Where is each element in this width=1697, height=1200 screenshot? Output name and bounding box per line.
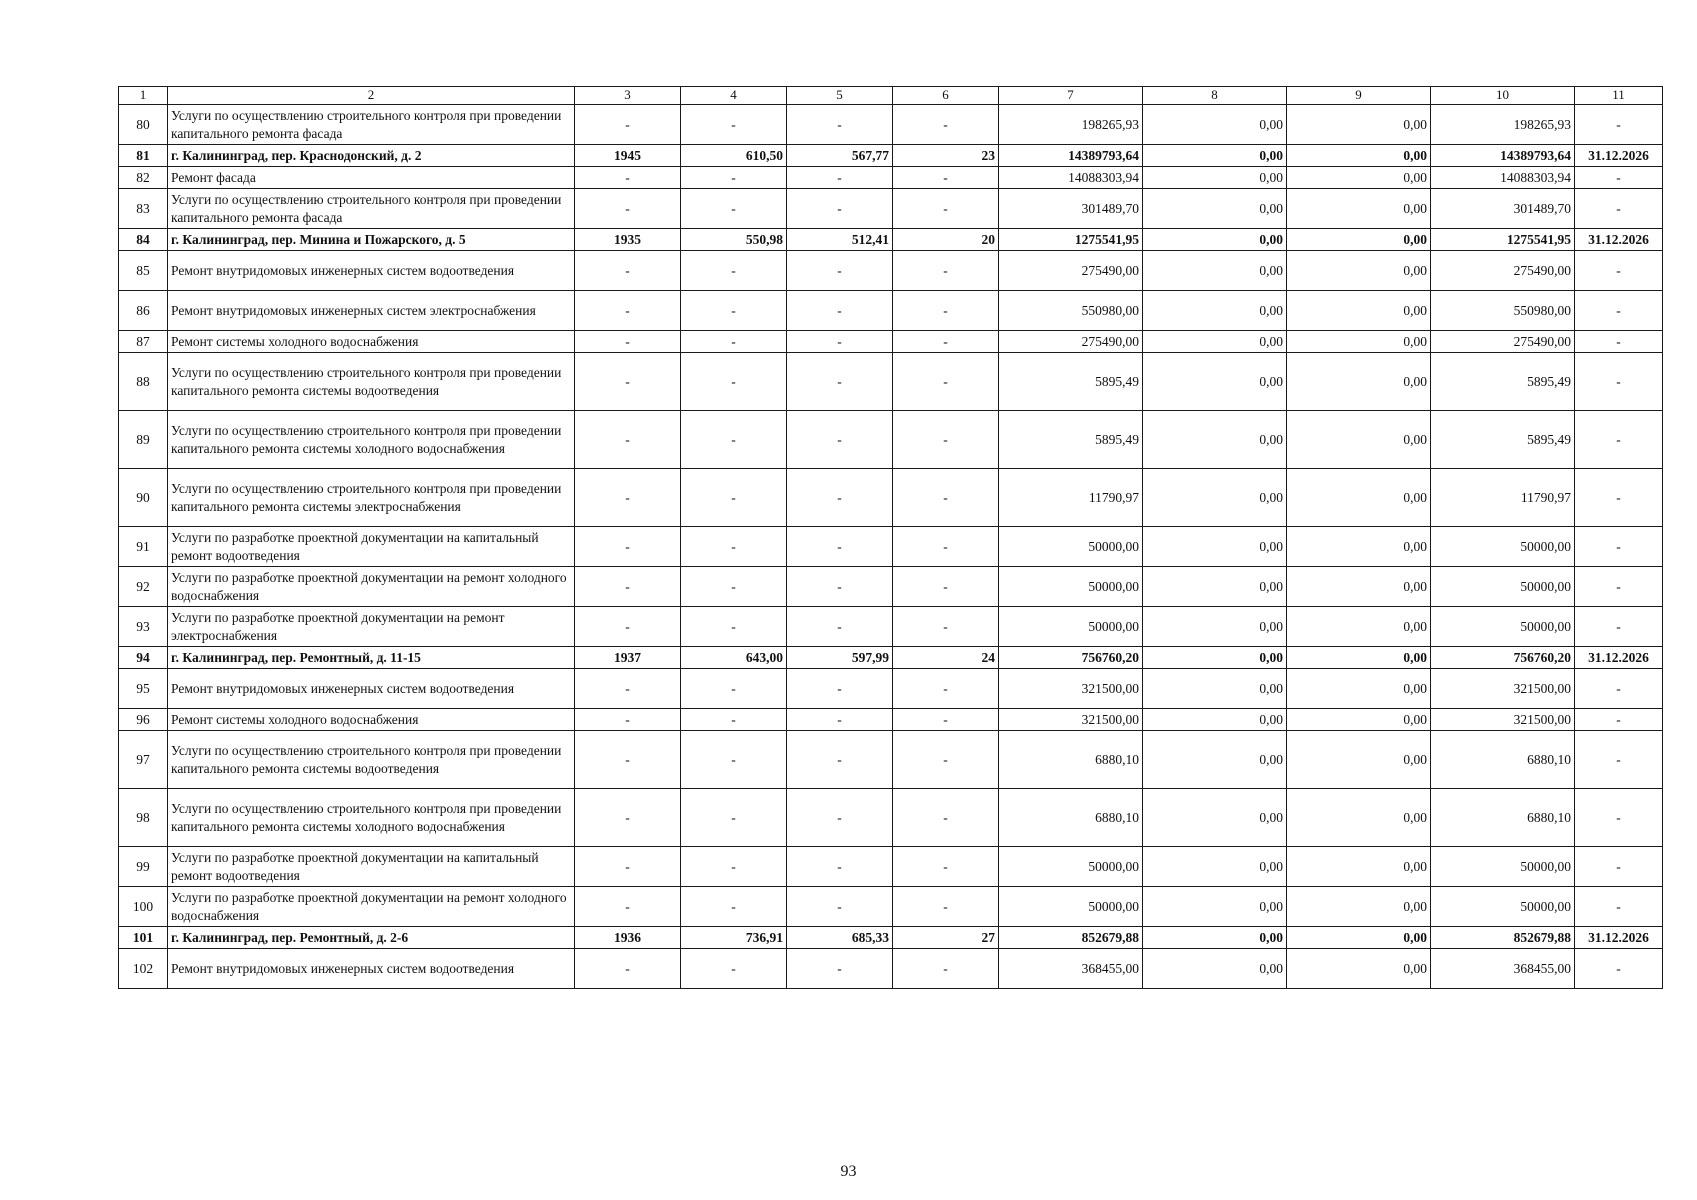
cell-col3: - (575, 251, 681, 291)
cell-col8: 0,00 (1143, 189, 1287, 229)
row-number: 87 (119, 331, 168, 353)
cell-col7: 321500,00 (999, 709, 1143, 731)
cell-col7: 368455,00 (999, 949, 1143, 989)
cell-col3: - (575, 331, 681, 353)
cell-col10: 852679,88 (1431, 927, 1575, 949)
cell-col6: - (893, 411, 999, 469)
cell-col5: - (787, 105, 893, 145)
table-row (119, 789, 1663, 847)
cell-col11: - (1575, 669, 1663, 709)
cell-col11: - (1575, 411, 1663, 469)
cell-col9: 0,00 (1287, 291, 1431, 331)
cell-col9: 0,00 (1287, 887, 1431, 927)
cell-col8: 0,00 (1143, 167, 1287, 189)
cell-col11: - (1575, 949, 1663, 989)
cell-col6: - (893, 167, 999, 189)
cell-col4: - (681, 167, 787, 189)
cell-col4: - (681, 887, 787, 927)
cell-col5: - (787, 353, 893, 411)
cell-col5: 567,77 (787, 145, 893, 167)
cell-col9: 0,00 (1287, 251, 1431, 291)
column-header: 5 (787, 87, 893, 105)
cell-col6: - (893, 189, 999, 229)
cell-col5: - (787, 731, 893, 789)
cell-col9: 0,00 (1287, 949, 1431, 989)
cell-col11: - (1575, 567, 1663, 607)
cell-col5: - (787, 167, 893, 189)
column-header: 3 (575, 87, 681, 105)
cell-col8: 0,00 (1143, 927, 1287, 949)
row-number: 90 (119, 469, 168, 527)
cell-col9: 0,00 (1287, 927, 1431, 949)
cell-col4: - (681, 291, 787, 331)
cell-col4: 610,50 (681, 145, 787, 167)
cell-col4: - (681, 949, 787, 989)
cell-col5: - (787, 527, 893, 567)
cell-col4: - (681, 353, 787, 411)
column-header: 7 (999, 87, 1143, 105)
cell-col11: - (1575, 887, 1663, 927)
cell-col11: - (1575, 251, 1663, 291)
cell-col7: 550980,00 (999, 291, 1143, 331)
cell-col6: 20 (893, 229, 999, 251)
cell-col6: 27 (893, 927, 999, 949)
cell-col4: - (681, 469, 787, 527)
work-description: Услуги по осуществлению строительного контроля при проведении капитального ремонта фасада (168, 189, 575, 229)
cell-col8: 0,00 (1143, 647, 1287, 669)
cell-col4: - (681, 331, 787, 353)
cell-col6: - (893, 669, 999, 709)
table-row (119, 411, 1663, 469)
work-description: г. Калининград, пер. Минина и Пожарского, д. 5 (168, 229, 575, 251)
document-sheet (118, 86, 1662, 989)
cell-col3: - (575, 607, 681, 647)
cell-col10: 50000,00 (1431, 607, 1575, 647)
cell-col6: - (893, 251, 999, 291)
row-number: 81 (119, 145, 168, 167)
cell-col11: 31.12.2026 (1575, 927, 1663, 949)
cell-col11: - (1575, 105, 1663, 145)
cell-col10: 301489,70 (1431, 189, 1575, 229)
table-row (119, 469, 1663, 527)
cell-col8: 0,00 (1143, 469, 1287, 527)
cell-col10: 275490,00 (1431, 331, 1575, 353)
cell-col11: - (1575, 527, 1663, 567)
cell-col5: - (787, 607, 893, 647)
cell-col7: 198265,93 (999, 105, 1143, 145)
cell-col9: 0,00 (1287, 731, 1431, 789)
cell-col8: 0,00 (1143, 105, 1287, 145)
work-description: Ремонт системы холодного водоснабжения (168, 709, 575, 731)
row-number: 97 (119, 731, 168, 789)
cell-col7: 5895,49 (999, 411, 1143, 469)
cell-col6: 24 (893, 647, 999, 669)
cell-col8: 0,00 (1143, 607, 1287, 647)
cell-col10: 14088303,94 (1431, 167, 1575, 189)
cell-col9: 0,00 (1287, 229, 1431, 251)
cell-col8: 0,00 (1143, 567, 1287, 607)
cell-col5: - (787, 789, 893, 847)
cell-col6: - (893, 949, 999, 989)
column-header: 10 (1431, 87, 1575, 105)
cell-col3: - (575, 411, 681, 469)
cell-col7: 50000,00 (999, 567, 1143, 607)
cell-col3: - (575, 527, 681, 567)
cell-col5: - (787, 291, 893, 331)
cell-col8: 0,00 (1143, 847, 1287, 887)
cell-col7: 6880,10 (999, 731, 1143, 789)
cell-col7: 6880,10 (999, 789, 1143, 847)
cell-col10: 11790,97 (1431, 469, 1575, 527)
cell-col11: 31.12.2026 (1575, 145, 1663, 167)
cell-col10: 275490,00 (1431, 251, 1575, 291)
cell-col10: 6880,10 (1431, 731, 1575, 789)
row-number: 100 (119, 887, 168, 927)
repair-program-table (118, 86, 1663, 989)
cell-col11: 31.12.2026 (1575, 229, 1663, 251)
cell-col11: - (1575, 709, 1663, 731)
column-number-header-row (119, 87, 1663, 105)
cell-col10: 321500,00 (1431, 709, 1575, 731)
work-description: Ремонт фасада (168, 167, 575, 189)
cell-col9: 0,00 (1287, 469, 1431, 527)
row-number: 95 (119, 669, 168, 709)
table-row (119, 145, 1663, 167)
cell-col9: 0,00 (1287, 145, 1431, 167)
table-row (119, 927, 1663, 949)
cell-col4: - (681, 251, 787, 291)
cell-col8: 0,00 (1143, 353, 1287, 411)
row-number: 94 (119, 647, 168, 669)
cell-col4: 550,98 (681, 229, 787, 251)
cell-col6: - (893, 789, 999, 847)
cell-col9: 0,00 (1287, 105, 1431, 145)
cell-col11: - (1575, 847, 1663, 887)
work-description: Услуги по осуществлению строительного контроля при проведении капитального ремонта фасада (168, 105, 575, 145)
work-description: Услуги по разработке проектной документации на ремонт холодного водоснабжения (168, 887, 575, 927)
cell-col5: 597,99 (787, 647, 893, 669)
row-number: 96 (119, 709, 168, 731)
cell-col5: - (787, 669, 893, 709)
work-description: Услуги по разработке проектной документации на ремонт холодного водоснабжения (168, 567, 575, 607)
work-description: Услуги по разработке проектной документации на ремонт электроснабжения (168, 607, 575, 647)
cell-col9: 0,00 (1287, 647, 1431, 669)
work-description: Ремонт системы холодного водоснабжения (168, 331, 575, 353)
cell-col3: - (575, 105, 681, 145)
cell-col9: 0,00 (1287, 411, 1431, 469)
work-description: Услуги по разработке проектной документации на капитальный ремонт водоотведения (168, 527, 575, 567)
table-row (119, 607, 1663, 647)
cell-col9: 0,00 (1287, 527, 1431, 567)
cell-col4: - (681, 527, 787, 567)
cell-col7: 275490,00 (999, 331, 1143, 353)
cell-col8: 0,00 (1143, 731, 1287, 789)
row-number: 102 (119, 949, 168, 989)
work-description: г. Калининград, пер. Краснодонский, д. 2 (168, 145, 575, 167)
cell-col3: - (575, 353, 681, 411)
cell-col7: 11790,97 (999, 469, 1143, 527)
cell-col3: - (575, 669, 681, 709)
table-row (119, 167, 1663, 189)
cell-col6: - (893, 567, 999, 607)
row-number: 83 (119, 189, 168, 229)
column-header: 4 (681, 87, 787, 105)
cell-col8: 0,00 (1143, 251, 1287, 291)
cell-col10: 321500,00 (1431, 669, 1575, 709)
cell-col3: - (575, 469, 681, 527)
work-description: Услуги по осуществлению строительного контроля при проведении капитального ремонта системы электроснабжения (168, 469, 575, 527)
table-row (119, 949, 1663, 989)
cell-col5: - (787, 411, 893, 469)
cell-col9: 0,00 (1287, 847, 1431, 887)
cell-col9: 0,00 (1287, 607, 1431, 647)
cell-col10: 5895,49 (1431, 353, 1575, 411)
work-description: Ремонт внутридомовых инженерных систем водоотведения (168, 669, 575, 709)
cell-col5: 685,33 (787, 927, 893, 949)
cell-col3: - (575, 949, 681, 989)
page-number: 93 (840, 1163, 857, 1180)
cell-col5: - (787, 887, 893, 927)
cell-col3: 1935 (575, 229, 681, 251)
work-description: Услуги по разработке проектной документации на капитальный ремонт водоотведения (168, 847, 575, 887)
table-row (119, 669, 1663, 709)
table-row (119, 331, 1663, 353)
cell-col9: 0,00 (1287, 669, 1431, 709)
cell-col4: - (681, 669, 787, 709)
cell-col8: 0,00 (1143, 291, 1287, 331)
row-number: 93 (119, 607, 168, 647)
work-description: Услуги по осуществлению строительного контроля при проведении капитального ремонта системы холодного водоснабжения (168, 411, 575, 469)
cell-col7: 50000,00 (999, 847, 1143, 887)
table-row (119, 189, 1663, 229)
cell-col3: - (575, 189, 681, 229)
cell-col8: 0,00 (1143, 949, 1287, 989)
table-row (119, 731, 1663, 789)
cell-col4: - (681, 731, 787, 789)
cell-col5: - (787, 949, 893, 989)
row-number: 85 (119, 251, 168, 291)
work-description: Ремонт внутридомовых инженерных систем водоотведения (168, 251, 575, 291)
table-row (119, 887, 1663, 927)
table-row (119, 847, 1663, 887)
cell-col6: - (893, 709, 999, 731)
cell-col3: - (575, 291, 681, 331)
work-description: Ремонт внутридомовых инженерных систем водоотведения (168, 949, 575, 989)
cell-col6: - (893, 331, 999, 353)
cell-col6: - (893, 607, 999, 647)
cell-col9: 0,00 (1287, 167, 1431, 189)
cell-col11: - (1575, 789, 1663, 847)
cell-col7: 50000,00 (999, 887, 1143, 927)
cell-col7: 321500,00 (999, 669, 1143, 709)
cell-col3: - (575, 709, 681, 731)
cell-col7: 852679,88 (999, 927, 1143, 949)
cell-col4: - (681, 709, 787, 731)
cell-col4: - (681, 105, 787, 145)
cell-col8: 0,00 (1143, 229, 1287, 251)
cell-col7: 5895,49 (999, 353, 1143, 411)
cell-col11: 31.12.2026 (1575, 647, 1663, 669)
cell-col5: - (787, 189, 893, 229)
cell-col4: - (681, 607, 787, 647)
cell-col11: - (1575, 291, 1663, 331)
cell-col6: - (893, 527, 999, 567)
cell-col11: - (1575, 331, 1663, 353)
cell-col6: - (893, 469, 999, 527)
table-row (119, 647, 1663, 669)
cell-col11: - (1575, 167, 1663, 189)
column-header: 1 (119, 87, 168, 105)
cell-col8: 0,00 (1143, 411, 1287, 469)
cell-col4: - (681, 189, 787, 229)
work-description: г. Калининград, пер. Ремонтный, д. 11-15 (168, 647, 575, 669)
cell-col8: 0,00 (1143, 145, 1287, 167)
cell-col6: - (893, 887, 999, 927)
cell-col3: - (575, 167, 681, 189)
column-header: 6 (893, 87, 999, 105)
cell-col10: 368455,00 (1431, 949, 1575, 989)
cell-col11: - (1575, 731, 1663, 789)
table-row (119, 353, 1663, 411)
cell-col8: 0,00 (1143, 527, 1287, 567)
cell-col9: 0,00 (1287, 189, 1431, 229)
cell-col10: 550980,00 (1431, 291, 1575, 331)
cell-col11: - (1575, 469, 1663, 527)
row-number: 101 (119, 927, 168, 949)
cell-col6: 23 (893, 145, 999, 167)
cell-col10: 50000,00 (1431, 847, 1575, 887)
cell-col4: - (681, 789, 787, 847)
cell-col5: - (787, 567, 893, 607)
cell-col6: - (893, 353, 999, 411)
cell-col7: 14389793,64 (999, 145, 1143, 167)
cell-col9: 0,00 (1287, 789, 1431, 847)
cell-col10: 756760,20 (1431, 647, 1575, 669)
cell-col10: 14389793,64 (1431, 145, 1575, 167)
cell-col3: - (575, 847, 681, 887)
cell-col5: - (787, 847, 893, 887)
cell-col3: - (575, 887, 681, 927)
column-header: 8 (1143, 87, 1287, 105)
row-number: 89 (119, 411, 168, 469)
work-description: г. Калининград, пер. Ремонтный, д. 2-6 (168, 927, 575, 949)
column-header: 9 (1287, 87, 1431, 105)
cell-col10: 50000,00 (1431, 527, 1575, 567)
cell-col10: 198265,93 (1431, 105, 1575, 145)
cell-col11: - (1575, 607, 1663, 647)
row-number: 92 (119, 567, 168, 607)
cell-col7: 275490,00 (999, 251, 1143, 291)
cell-col3: 1936 (575, 927, 681, 949)
table-row (119, 251, 1663, 291)
work-description: Услуги по осуществлению строительного контроля при проведении капитального ремонта системы холодного водоснабжения (168, 789, 575, 847)
cell-col5: 512,41 (787, 229, 893, 251)
cell-col4: 643,00 (681, 647, 787, 669)
row-number: 86 (119, 291, 168, 331)
cell-col5: - (787, 331, 893, 353)
cell-col10: 6880,10 (1431, 789, 1575, 847)
cell-col10: 50000,00 (1431, 887, 1575, 927)
cell-col10: 50000,00 (1431, 567, 1575, 607)
row-number: 88 (119, 353, 168, 411)
table-body (119, 87, 1663, 989)
cell-col6: - (893, 291, 999, 331)
cell-col7: 756760,20 (999, 647, 1143, 669)
cell-col10: 1275541,95 (1431, 229, 1575, 251)
column-header: 2 (168, 87, 575, 105)
cell-col4: 736,91 (681, 927, 787, 949)
cell-col7: 50000,00 (999, 607, 1143, 647)
cell-col9: 0,00 (1287, 709, 1431, 731)
cell-col4: - (681, 567, 787, 607)
cell-col11: - (1575, 189, 1663, 229)
cell-col8: 0,00 (1143, 887, 1287, 927)
cell-col10: 5895,49 (1431, 411, 1575, 469)
cell-col6: - (893, 847, 999, 887)
cell-col9: 0,00 (1287, 353, 1431, 411)
cell-col3: - (575, 789, 681, 847)
cell-col3: 1937 (575, 647, 681, 669)
row-number: 99 (119, 847, 168, 887)
cell-col4: - (681, 847, 787, 887)
cell-col3: - (575, 567, 681, 607)
work-description: Ремонт внутридомовых инженерных систем электроснабжения (168, 291, 575, 331)
row-number: 82 (119, 167, 168, 189)
cell-col8: 0,00 (1143, 331, 1287, 353)
cell-col6: - (893, 105, 999, 145)
table-row (119, 709, 1663, 731)
work-description: Услуги по осуществлению строительного контроля при проведении капитального ремонта системы водоотведения (168, 731, 575, 789)
row-number: 98 (119, 789, 168, 847)
row-number: 80 (119, 105, 168, 145)
cell-col7: 14088303,94 (999, 167, 1143, 189)
cell-col3: 1945 (575, 145, 681, 167)
cell-col6: - (893, 731, 999, 789)
cell-col7: 301489,70 (999, 189, 1143, 229)
cell-col7: 1275541,95 (999, 229, 1143, 251)
table-row (119, 105, 1663, 145)
table-row (119, 229, 1663, 251)
work-description: Услуги по осуществлению строительного контроля при проведении капитального ремонта системы водоотведения (168, 353, 575, 411)
row-number: 84 (119, 229, 168, 251)
cell-col5: - (787, 251, 893, 291)
table-row (119, 291, 1663, 331)
row-number: 91 (119, 527, 168, 567)
cell-col8: 0,00 (1143, 709, 1287, 731)
cell-col11: - (1575, 353, 1663, 411)
cell-col4: - (681, 411, 787, 469)
table-row (119, 527, 1663, 567)
cell-col8: 0,00 (1143, 789, 1287, 847)
cell-col5: - (787, 709, 893, 731)
cell-col9: 0,00 (1287, 331, 1431, 353)
column-header: 11 (1575, 87, 1663, 105)
cell-col7: 50000,00 (999, 527, 1143, 567)
cell-col3: - (575, 731, 681, 789)
cell-col5: - (787, 469, 893, 527)
table-row (119, 567, 1663, 607)
cell-col9: 0,00 (1287, 567, 1431, 607)
cell-col8: 0,00 (1143, 669, 1287, 709)
